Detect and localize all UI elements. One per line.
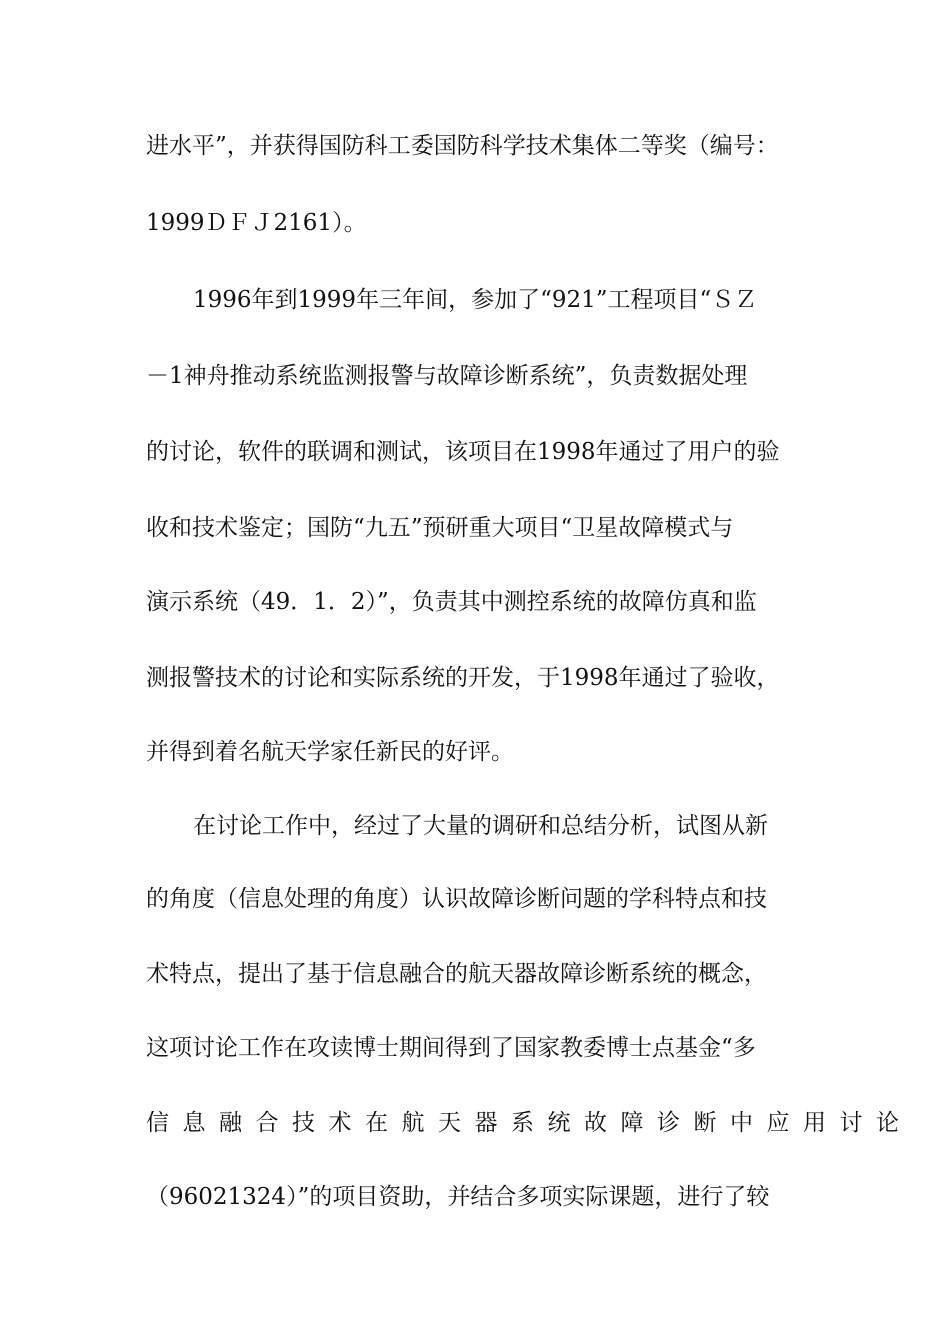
text-line-13: 这项讨论工作在攻读博士期间得到了国家教委博士点基金“多 — [146, 1035, 756, 1061]
text-line-6: 收和技术鉴定；国防“九五”预研重大项目“卫星故障模式与 — [146, 515, 734, 541]
text-line-7: 演示系统（49．1．2）”，负责其中测控系统的故障仿真和监 — [146, 589, 757, 615]
text-line-12: 术特点，提出了基于信息融合的航天器故障诊断系统的概念， — [146, 961, 767, 987]
text-line-8: 测报警技术的讨论和实际系统的开发，于1998年通过了验收， — [146, 665, 780, 691]
text-line-15: （96021324）”的项目资助，并结合多项实际课题，进行了较 — [146, 1184, 770, 1210]
text-line-9: 并得到着名航天学家任新民的好评。 — [146, 739, 514, 765]
text-line-4: －1神舟推动系统监测报警与故障诊断系统”，负责数据处理 — [146, 363, 748, 389]
text-line-5: 的讨论，软件的联调和测试，该项目在1998年通过了用户的验 — [146, 439, 780, 465]
text-line-14: 信息融合技术在航天器系统故障诊断中应用讨论 — [146, 1110, 913, 1136]
text-line-11: 的角度（信息处理的角度）认识故障诊断问题的学科特点和技 — [146, 886, 767, 912]
text-line-3: 1996年到1999年三年间，参加了“921”工程项目“ＳＺ — [193, 287, 758, 313]
text-line-1: 进水平”，并获得国防科工委国防科学技术集体二等奖（编号： — [146, 133, 779, 159]
text-line-2: 1999ＤＦＪ2161）。 — [146, 210, 367, 236]
text-line-10: 在讨论工作中，经过了大量的调研和总结分析，试图从新 — [193, 813, 768, 839]
